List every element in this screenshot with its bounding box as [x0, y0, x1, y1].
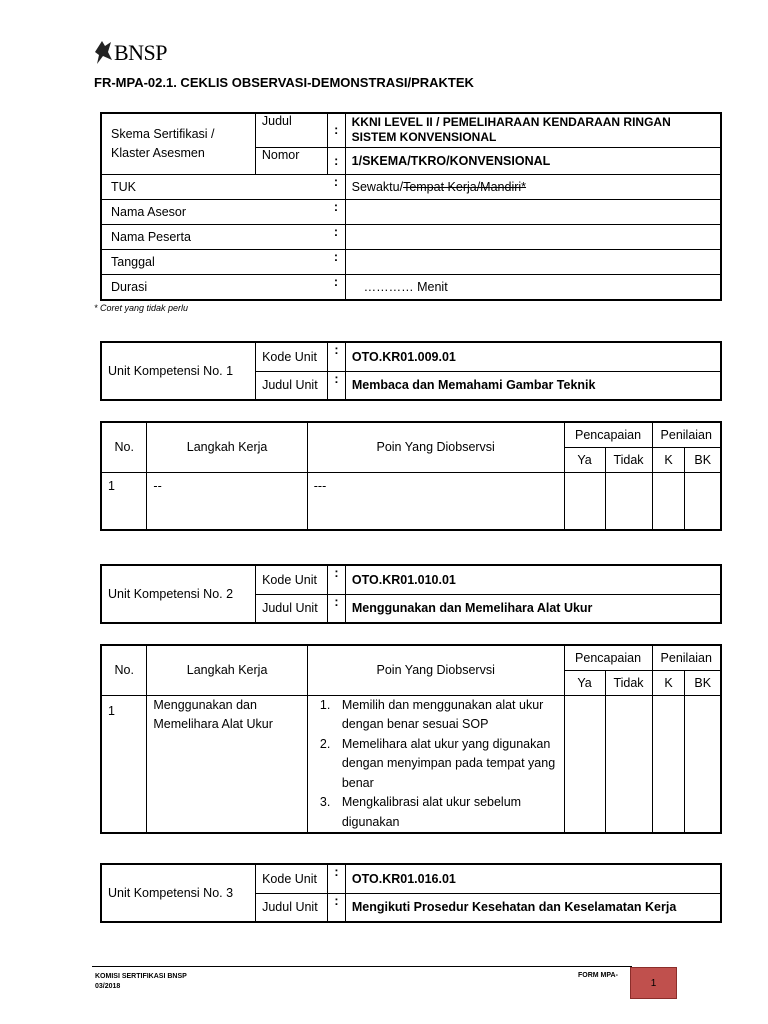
asesor-value[interactable]: [345, 199, 721, 224]
colon: :: [327, 594, 345, 623]
row-no: 1: [101, 695, 147, 833]
col-tidak: Tidak: [605, 447, 652, 472]
list-item: 1. Memilih dan menggunakan alat ukur dengan benar sesuai SOP: [334, 696, 564, 735]
colon: :: [327, 113, 345, 147]
row-langkah: --: [147, 472, 307, 530]
kode-unit-label: Kode Unit: [256, 342, 328, 371]
col-pencapaian: Pencapaian: [564, 645, 652, 670]
col-pencapaian: Pencapaian: [564, 422, 652, 447]
colon: :: [327, 224, 345, 249]
poin-list: [308, 696, 564, 833]
colon: :: [327, 371, 345, 400]
tuk-value-plain: Sewaktu/: [351, 179, 404, 194]
unit-3-table: [100, 863, 722, 923]
tidak-cell[interactable]: [605, 695, 652, 833]
judul-unit-label: Judul Unit: [256, 594, 328, 623]
row-poin: [307, 695, 564, 833]
footnote: * Coret yang tidak perlu: [94, 303, 189, 313]
tuk-value: [345, 174, 721, 199]
col-no: No.: [101, 422, 147, 472]
nomor-label: Nomor: [255, 147, 327, 174]
colon: :: [327, 174, 345, 199]
unit-1-judul: Membaca dan Memahami Gambar Teknik: [345, 371, 721, 400]
row-langkah: Menggunakan dan Memelihara Alat Ukur: [147, 695, 307, 833]
ya-cell[interactable]: [564, 472, 605, 530]
table-row: [101, 472, 721, 530]
col-langkah-kerja: Langkah Kerja: [147, 422, 307, 472]
col-penilaian: Penilaian: [652, 645, 721, 670]
col-ya: Ya: [564, 670, 605, 695]
nomor-value: 1/SKEMA/TKRO/KONVENSIONAL: [345, 147, 721, 174]
col-bk: BK: [685, 447, 721, 472]
col-no: No.: [101, 645, 147, 695]
colon: :: [327, 199, 345, 224]
tidak-cell[interactable]: [605, 472, 652, 530]
row-poin: ---: [307, 472, 564, 530]
col-poin: Poin Yang Diobservsi: [307, 645, 564, 695]
unit-3-title: Unit Kompetensi No. 3: [101, 864, 256, 922]
colon: :: [327, 274, 345, 300]
colon: :: [327, 342, 345, 371]
tuk-value-struck: Tempat Kerja/Mandiri*: [403, 179, 527, 194]
row-no: 1: [101, 472, 147, 530]
footer-date: 03/2018: [95, 983, 121, 990]
durasi-value: ………… Menit: [345, 274, 721, 300]
col-bk: BK: [685, 670, 721, 695]
col-k: K: [652, 447, 685, 472]
col-tidak: Tidak: [605, 670, 652, 695]
unit-3-kode: OTO.KR01.016.01: [345, 864, 721, 893]
col-penilaian: Penilaian: [652, 422, 721, 447]
footer-form-code: FORM MPA-: [578, 972, 618, 979]
bnsp-emblem-icon: [92, 38, 114, 66]
col-ya: Ya: [564, 447, 605, 472]
asesor-label: Nama Asesor: [101, 199, 327, 224]
judul-label: Judul: [255, 113, 327, 147]
unit-1-table: [100, 341, 722, 401]
logo-text: BNSP: [114, 40, 168, 65]
judul-value: KKNI LEVEL II / PEMELIHARAAN KENDARAAN RINGAN SISTEM KONVENSIONAL: [345, 113, 721, 147]
info-table: [100, 112, 722, 301]
page-number-badge: [630, 967, 677, 999]
skema-label: Skema Sertifikasi / Klaster Asesmen: [101, 113, 255, 174]
unit-2-title: Unit Kompetensi No. 2: [101, 565, 256, 623]
durasi-label: Durasi: [101, 274, 327, 300]
footer-org-block: [95, 972, 187, 992]
unit-2-judul: Menggunakan dan Memelihara Alat Ukur: [345, 594, 721, 623]
col-langkah-kerja: Langkah Kerja: [147, 645, 307, 695]
bnsp-logo: [92, 38, 172, 68]
col-poin: Poin Yang Diobservsi: [307, 422, 564, 472]
unit-2-observation-table: [100, 644, 722, 834]
k-cell[interactable]: [652, 695, 685, 833]
footer-divider: [92, 966, 632, 967]
tanggal-value[interactable]: [345, 249, 721, 274]
kode-unit-label: Kode Unit: [256, 565, 328, 594]
footer-org: KOMISI SERTIFIKASI BNSP: [95, 973, 187, 980]
col-k: K: [652, 670, 685, 695]
bk-cell[interactable]: [685, 472, 721, 530]
unit-2-table: [100, 564, 722, 624]
peserta-label: Nama Peserta: [101, 224, 327, 249]
ya-cell[interactable]: [564, 695, 605, 833]
unit-1-observation-table: [100, 421, 722, 531]
tanggal-label: Tanggal: [101, 249, 327, 274]
tuk-label: TUK: [101, 174, 327, 199]
colon: :: [327, 147, 345, 174]
bk-cell[interactable]: [685, 695, 721, 833]
kode-unit-label: Kode Unit: [256, 864, 328, 893]
unit-3-judul: Mengikuti Prosedur Kesehatan dan Keselamatan Kerja: [345, 893, 721, 922]
k-cell[interactable]: [652, 472, 685, 530]
page-number: 1: [650, 977, 657, 989]
judul-unit-label: Judul Unit: [256, 371, 328, 400]
colon: :: [327, 864, 345, 893]
colon: :: [327, 565, 345, 594]
unit-1-title: Unit Kompetensi No. 1: [101, 342, 256, 400]
list-item: 3. Mengkalibrasi alat ukur sebelum digunakan: [334, 793, 564, 832]
colon: :: [327, 249, 345, 274]
judul-unit-label: Judul Unit: [256, 893, 328, 922]
peserta-value[interactable]: [345, 224, 721, 249]
unit-1-kode: OTO.KR01.009.01: [345, 342, 721, 371]
colon: :: [327, 893, 345, 922]
unit-2-kode: OTO.KR01.010.01: [345, 565, 721, 594]
table-row: [101, 695, 721, 833]
document-title: FR-MPA-02.1. CEKLIS OBSERVASI-DEMONSTRASI/PRAKTEK: [94, 75, 474, 90]
list-item: 2. Memelihara alat ukur yang digunakan dengan menyimpan pada tempat yang benar: [334, 735, 564, 794]
